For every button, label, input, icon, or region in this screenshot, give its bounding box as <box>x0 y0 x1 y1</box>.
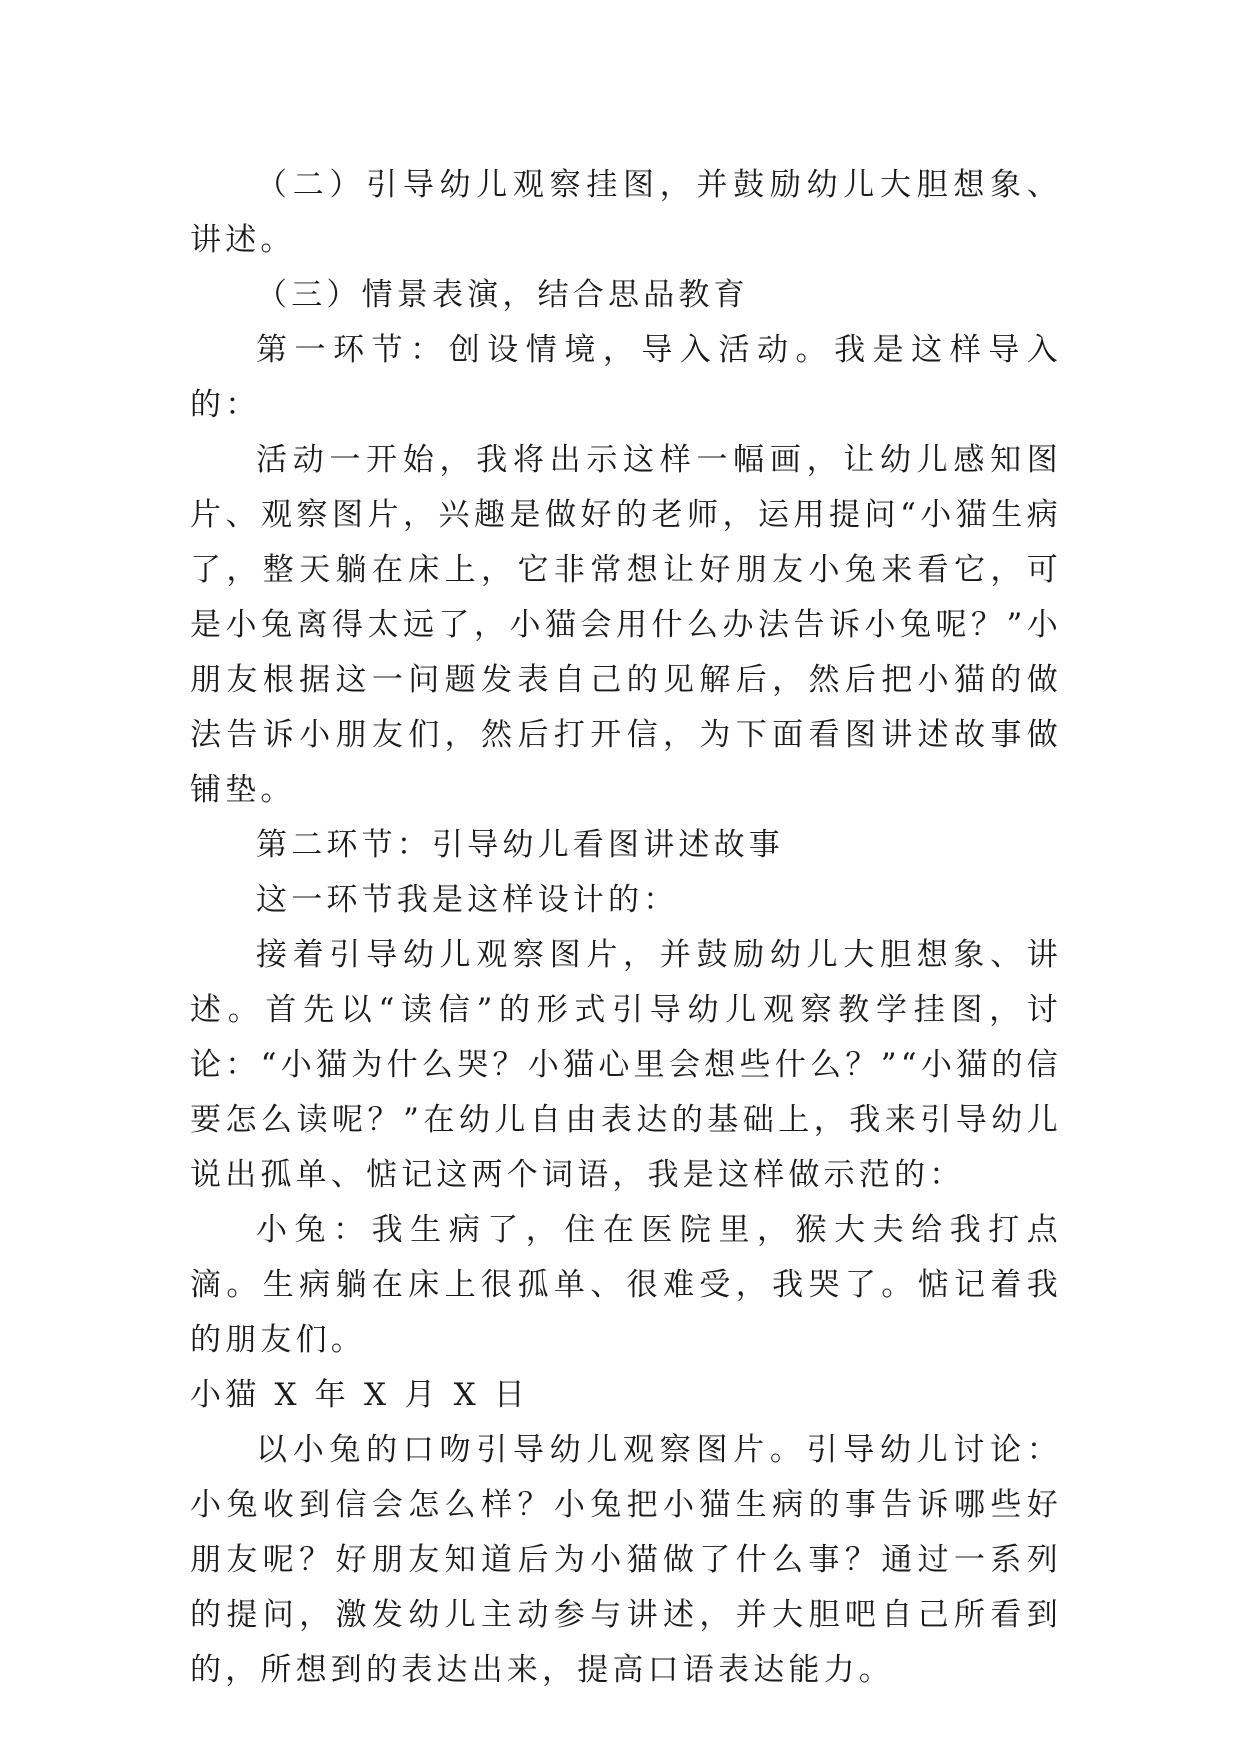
paragraph-6: 这一环节我是这样设计的： <box>256 882 679 918</box>
paragraph-3: 第一环节：创设情境，导入活动。我是这样导入的： <box>190 332 1062 423</box>
document-body <box>190 158 1062 1698</box>
paragraph-4: 活动一开始，我将出示这样一幅画，让幼儿感知图片、观察图片，兴趣是做好的老师，运用提问“小猫生病了，整天躺在床上，它非常想让好朋友小兔来看它，可是小兔离得太远了，小猫会用什么办法告诉小兔呢？”小朋友根据这一问题发表自己的见解后，然后把小猫的做法告诉小朋友们，然后打开信，为下面看图讲述故事做铺垫。 <box>190 442 1062 808</box>
paragraph-10: 以小兔的口吻引导幼儿观察图片。引导幼儿讨论：小兔收到信会怎么样？小兔把小猫生病的事告诉哪些好朋友呢？好朋友知道后为小猫做了什么事？通过一系列的提问，激发幼儿主动参与讲述，并大胆吧自己所看到的，所想到的表达出来，提高口语表达能力。 <box>190 1432 1062 1688</box>
paragraph-9-signature: 小猫 X 年 X 月 X 日 <box>190 1377 530 1413</box>
paragraph-7: 接着引导幼儿观察图片，并鼓励幼儿大胆想象、讲述。首先以“读信”的形式引导幼儿观察教学挂图，讨论：“小猫为什么哭？小猫心里会想些什么？”“小猫的信要怎么读呢？”在幼儿自由表达的基础上，我来引导幼儿说出孤单、惦记这两个词语，我是这样做示范的： <box>190 937 1062 1193</box>
paragraph-8: 小兔：我生病了，住在医院里，猴大夫给我打点滴。生病躺在床上很孤单、很难受，我哭了。惦记着我的朋友们。 <box>190 1212 1062 1358</box>
paragraph-1: （二）引导幼儿观察挂图，并鼓励幼儿大胆想象、讲述。 <box>190 167 1062 258</box>
paragraph-2: （三）情景表演，结合思品教育 <box>256 277 749 313</box>
paragraph-5: 第二环节：引导幼儿看图讲述故事 <box>256 827 784 863</box>
